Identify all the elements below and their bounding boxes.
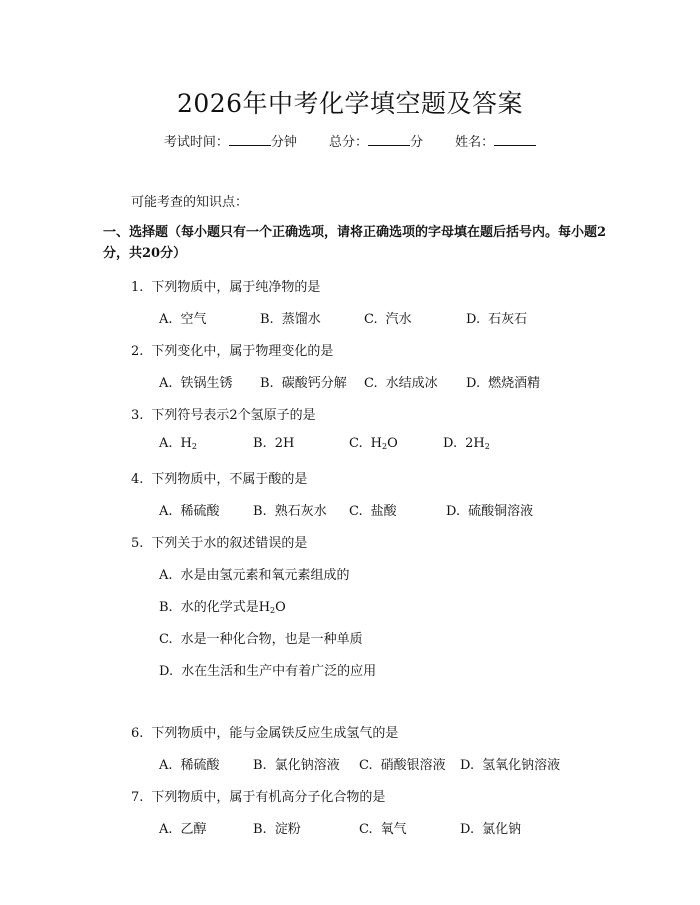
option-letter: A. xyxy=(159,436,173,451)
question-text: 下列物质中，属于有机高分子化合物的是 xyxy=(151,790,386,805)
option-c[interactable] xyxy=(359,822,407,837)
option-cell xyxy=(159,818,207,837)
page-title: 2026年中考化学填空题及答案 xyxy=(176,89,524,118)
option-letter: D. xyxy=(159,664,174,679)
option-text: 水结成冰 xyxy=(385,376,438,391)
option-text: 氧气 xyxy=(380,822,407,837)
option-text: 氯化钠溶液 xyxy=(274,758,340,773)
question-text: 下列物质中，能与金属铁反应生成氢气的是 xyxy=(151,726,399,741)
option-c[interactable] xyxy=(364,312,412,327)
option-text: 铁锅生锈 xyxy=(180,376,233,391)
option-cell xyxy=(159,564,350,583)
option-cell xyxy=(253,754,340,773)
option-cell xyxy=(253,818,301,837)
option-a[interactable] xyxy=(159,436,197,451)
option-b[interactable] xyxy=(253,504,327,519)
option-text: 水是由氢元素和氧元素组成的 xyxy=(180,568,350,583)
question-text: 下列关于水的叙述错误的是 xyxy=(151,536,308,551)
question-number: 6. xyxy=(131,726,144,741)
student-name-label: 姓名： xyxy=(455,135,495,150)
option-text: 石灰石 xyxy=(488,312,528,327)
option-cell xyxy=(159,754,220,773)
option-letter: D. xyxy=(443,436,458,451)
question-stem xyxy=(131,786,385,805)
option-text: 2H xyxy=(274,436,295,451)
option-text: 燃烧酒精 xyxy=(488,376,541,391)
option-text: 硫酸铜溶液 xyxy=(468,504,534,519)
option-cell xyxy=(159,436,197,451)
option-letter: A. xyxy=(159,504,173,519)
option-cell xyxy=(349,500,397,519)
option-text: 稀硫酸 xyxy=(180,758,220,773)
total-score xyxy=(329,135,423,150)
option-b[interactable] xyxy=(260,376,347,391)
option-a[interactable] xyxy=(159,504,220,519)
option-d[interactable] xyxy=(443,436,490,451)
option-letter: B. xyxy=(260,312,274,327)
question-stem xyxy=(131,404,316,423)
option-b[interactable] xyxy=(253,758,340,773)
option-subscript: 2 xyxy=(484,442,490,451)
option-letter: C. xyxy=(349,436,363,451)
option-letter: C. xyxy=(364,376,378,391)
option-d[interactable] xyxy=(466,376,540,391)
option-text: 熟石灰水 xyxy=(274,504,327,519)
option-letter: A. xyxy=(159,822,173,837)
option-a[interactable] xyxy=(159,568,350,583)
option-subscript: 2 xyxy=(381,442,388,451)
option-cell xyxy=(359,818,407,837)
option-cell xyxy=(159,372,233,391)
option-c[interactable] xyxy=(349,504,397,519)
option-c[interactable] xyxy=(364,376,438,391)
option-subscript: 2 xyxy=(270,606,276,615)
option-letter: C. xyxy=(359,822,373,837)
option-letter: C. xyxy=(159,632,173,647)
option-cell xyxy=(364,308,412,327)
question-stem xyxy=(131,276,320,295)
option-cell xyxy=(349,436,398,451)
option-d[interactable] xyxy=(460,758,560,773)
option-cell xyxy=(253,500,327,519)
section-heading: 一、选择题（每小题只有一个正确选项，请将正确选项的字母填在题后括号内。每小题2分，共20分） xyxy=(103,225,607,261)
option-letter: B. xyxy=(253,758,267,773)
exam-time-blank[interactable] xyxy=(229,144,271,146)
option-text: 淀粉 xyxy=(274,822,301,837)
option-text: 汽水 xyxy=(385,312,412,327)
question-text: 下列变化中，属于物理变化的是 xyxy=(151,344,334,359)
option-c[interactable] xyxy=(159,632,363,647)
option-d[interactable] xyxy=(159,664,376,679)
option-cell xyxy=(460,818,521,837)
option-text: 水是一种化合物，也是一种单质 xyxy=(180,632,363,647)
option-b[interactable] xyxy=(253,822,301,837)
total-score-label: 总分： xyxy=(328,135,368,150)
question-stem xyxy=(131,340,333,359)
option-text: 氯化钠 xyxy=(482,822,522,837)
option-text: 水在生活和生产中有着广泛的应用 xyxy=(181,664,377,679)
option-cell xyxy=(260,308,321,327)
question-stem xyxy=(131,722,398,741)
option-letter: A. xyxy=(159,568,173,583)
option-cell xyxy=(159,500,220,519)
option-b[interactable] xyxy=(260,312,321,327)
option-subscript: 2 xyxy=(191,442,197,451)
option-cell xyxy=(460,754,560,773)
exam-time xyxy=(164,135,297,150)
option-text: 空气 xyxy=(180,312,207,327)
question-text: 下列符号表示2个氢原子的是 xyxy=(151,408,316,423)
option-cell xyxy=(159,660,376,679)
option-text: 碳酸钙分解 xyxy=(281,376,347,391)
option-cell xyxy=(364,372,438,391)
option-cell xyxy=(446,500,533,519)
option-letter: A. xyxy=(159,376,173,391)
total-score-unit: 分 xyxy=(410,135,424,150)
question-number: 1. xyxy=(131,280,144,295)
option-cell xyxy=(466,308,527,327)
option-letter: B. xyxy=(260,376,274,391)
option-cell xyxy=(260,372,347,391)
student-name-blank[interactable] xyxy=(494,144,536,146)
option-a[interactable] xyxy=(159,822,207,837)
option-text: 氢氧化钠溶液 xyxy=(482,758,561,773)
option-text: 2H xyxy=(465,436,485,451)
option-letter: D. xyxy=(446,504,461,519)
option-a[interactable] xyxy=(159,376,233,391)
option-text: 水的化学式是H xyxy=(180,600,271,615)
option-text-tail: O xyxy=(275,600,286,615)
option-letter: A. xyxy=(159,758,173,773)
option-letter: B. xyxy=(253,504,267,519)
exam-time-label: 考试时间： xyxy=(163,135,229,150)
option-letter: C. xyxy=(349,504,363,519)
option-d[interactable] xyxy=(466,312,527,327)
option-letter: B. xyxy=(253,822,267,837)
option-letter: D. xyxy=(460,822,475,837)
knowledge-points-label: 可能考查的知识点： xyxy=(131,195,249,210)
option-text: 盐酸 xyxy=(370,504,397,519)
option-text: H xyxy=(180,436,192,451)
option-text: 硝酸银溶液 xyxy=(380,758,446,773)
option-letter: B. xyxy=(253,436,267,451)
option-text: H xyxy=(370,436,382,451)
option-cell xyxy=(159,628,363,647)
option-b[interactable] xyxy=(159,600,286,615)
option-cell xyxy=(466,372,540,391)
question-text: 下列物质中，不属于酸的是 xyxy=(151,472,308,487)
option-text-tail: O xyxy=(387,436,398,451)
question-text: 下列物质中，属于纯净物的是 xyxy=(151,280,321,295)
option-d[interactable] xyxy=(460,822,521,837)
question-number: 7. xyxy=(131,790,144,805)
option-letter: C. xyxy=(364,312,378,327)
question-number: 2. xyxy=(131,344,144,359)
option-letter: A. xyxy=(159,312,173,327)
option-text: 蒸馏水 xyxy=(281,312,321,327)
question-number: 4. xyxy=(131,472,144,487)
question-stem xyxy=(131,468,307,487)
total-score-blank[interactable] xyxy=(368,144,410,146)
option-c[interactable] xyxy=(349,436,398,451)
option-letter: D. xyxy=(460,758,475,773)
question-stem xyxy=(131,532,307,551)
option-letter: B. xyxy=(159,600,173,615)
exam-time-unit: 分钟 xyxy=(270,135,297,150)
option-cell xyxy=(159,308,207,327)
option-cell xyxy=(443,436,490,451)
question-number: 5. xyxy=(131,536,144,551)
exam-info-line xyxy=(0,131,700,150)
student-name xyxy=(455,135,536,150)
option-a[interactable] xyxy=(159,758,220,773)
option-letter: D. xyxy=(466,312,481,327)
option-a[interactable] xyxy=(159,312,207,327)
option-cell xyxy=(253,436,294,451)
option-cell xyxy=(159,596,286,615)
option-d[interactable] xyxy=(446,504,533,519)
option-letter: D. xyxy=(466,376,481,391)
option-cell xyxy=(359,754,446,773)
option-b[interactable] xyxy=(253,436,294,451)
option-text: 乙醇 xyxy=(180,822,207,837)
option-c[interactable] xyxy=(359,758,446,773)
option-text: 稀硫酸 xyxy=(180,504,220,519)
option-letter: C. xyxy=(359,758,373,773)
question-number: 3. xyxy=(131,408,144,423)
